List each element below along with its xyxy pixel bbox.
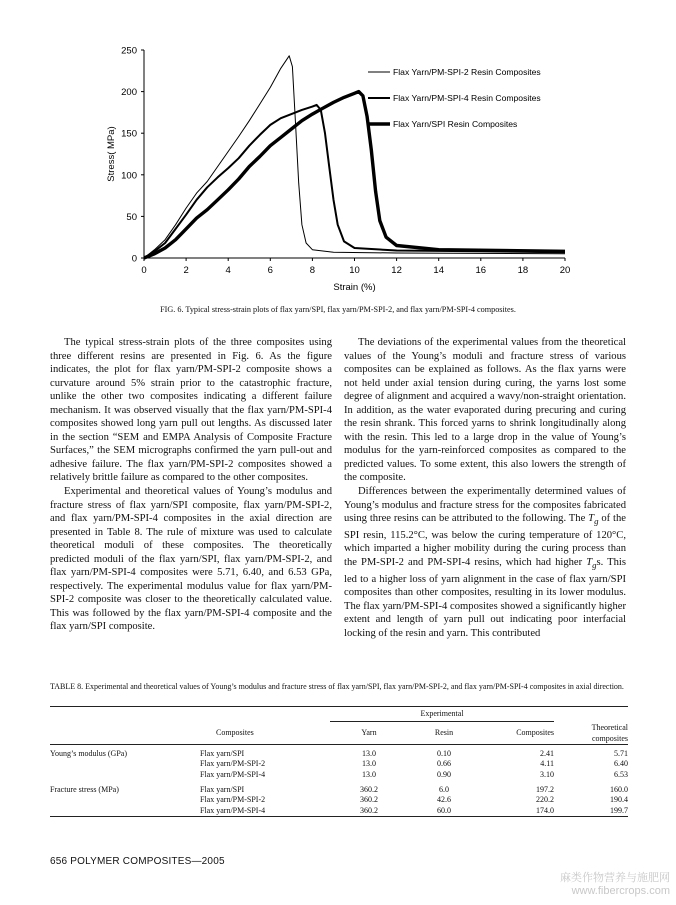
table-row — [50, 770, 628, 781]
cell-comp: 3.10 — [540, 769, 554, 779]
x-tick-label: 14 — [433, 265, 444, 276]
cell-yarn: 360.2 — [360, 784, 378, 794]
cell-comp: 220.2 — [536, 795, 554, 805]
cell-yarn: 13.0 — [362, 748, 376, 758]
paragraph — [344, 485, 626, 640]
y-axis-label: Stress( MPa) — [106, 126, 117, 182]
tg-subscript: g — [594, 516, 599, 527]
y-tick-label: 0 — [131, 253, 137, 265]
x-tick-label: 4 — [225, 265, 231, 276]
y-tick-label: 50 — [126, 211, 137, 223]
cell-property — [50, 795, 200, 806]
cell-yarn: 13.0 — [362, 769, 376, 779]
cell-theo: 190.4 — [610, 795, 628, 805]
x-tick-label: 2 — [183, 265, 189, 276]
watermark — [560, 872, 670, 898]
col-header-yarn: Yarn — [361, 727, 377, 737]
theoretical-line1: Theoretical — [591, 722, 628, 732]
x-tick-label: 20 — [559, 265, 571, 276]
cell-yarn: 13.0 — [362, 759, 376, 769]
cell-property — [50, 759, 200, 770]
cell-composite: Flax yarn/PM-SPI-4 — [200, 769, 266, 779]
legend-label: Flax Yarn/PM-SPI-4 Resin Composites — [393, 93, 541, 103]
tg-letter: T — [586, 556, 593, 568]
x-tick-label: 18 — [517, 265, 529, 276]
table-8 — [50, 706, 628, 817]
tg-letter: T — [588, 513, 595, 525]
cell-theo: 6.53 — [614, 769, 628, 779]
col-header-composites: Composites — [216, 727, 254, 737]
y-tick-label: 200 — [121, 87, 137, 99]
y-tick-label: 150 — [121, 128, 137, 140]
table-row — [50, 744, 628, 759]
cell-resin: 6.0 — [439, 784, 449, 794]
x-axis-label: Strain (%) — [333, 282, 376, 293]
cell-theo: 5.71 — [614, 748, 628, 758]
x-tick-label: 12 — [391, 265, 402, 276]
text-run: Differences between the experimentally determined values of Young’s modulus and fracture stress for the composites fabricated using three resins can be attributed to the following. The — [344, 486, 626, 525]
series-line — [144, 56, 565, 258]
cell-comp: 197.2 — [536, 784, 554, 794]
table-row — [50, 759, 628, 770]
cell-resin: 60.0 — [437, 805, 451, 815]
x-tick-label: 10 — [349, 265, 360, 276]
text-run: s. This led to a higher loss of yarn alignment in the case of flax yarn/SPI composites than other composites, resulting in its lower modulus. The flax yarn/PM-SPI-4 composites showed a significantly higher extent and length of yarn pull out indicating poor interfacial locking of the resin and yarn. This contributed — [344, 556, 626, 639]
page-footer: 656 POLYMER COMPOSITES—2005 — [50, 856, 225, 867]
y-tick-label: 250 — [121, 45, 137, 57]
col-header-exp-composites: Composites — [516, 727, 554, 737]
table-row — [50, 805, 628, 816]
x-tick-label: 6 — [267, 265, 273, 276]
tg-subscript: g — [592, 559, 597, 570]
cell-composite: Flax yarn/PM-SPI-2 — [200, 759, 266, 769]
watermark-line2: www.fibercrops.com — [571, 885, 670, 897]
series-line — [144, 92, 565, 258]
right-column — [344, 336, 626, 640]
cell-comp: 4.11 — [540, 759, 554, 769]
x-tick-label: 0 — [141, 265, 147, 276]
text-run: of the SPI resin, 115.2°C, was below the curing temperature of 120°C, which imparted a higher mobility during the curing process than the PM-SPI-2 and PM-SPI-4 resins, which had higher — [344, 513, 626, 568]
watermark-line1: 麻类作物营养与施肥网 — [560, 872, 670, 884]
cell-resin: 0.10 — [437, 748, 451, 758]
table-caption: TABLE 8. Experimental and theoretical values of Young’s modulus and fracture stress of flax yarn/SPI, flax yarn/PM-SPI-2, and flax yarn/PM-SPI-4 composites in axial direction. — [50, 682, 624, 691]
cell-property: Young’s modulus (GPa) — [50, 748, 127, 758]
cell-composite: Flax yarn/PM-SPI-4 — [200, 805, 266, 815]
experimental-header: Experimental — [330, 707, 554, 722]
paragraph: The typical stress-strain plots of the three composites using three different resins are presented in Fig. 6. As the figure indicates, the plot for flax yarn/PM-SPI-2 composite shows a curvature around 5% strain prior to the catastrophic fracture, unlike the other two composites indicating a different failure mechanism. It was observed visually that the flax yarn/PM-SPI-4 composites showed long yarn pull out lengths. As discussed later in the section “SEM and EMPA Analysis of Composite Fracture Surfaces,” the SEM micrographs confirmed the yarn pull-out and adhesive failure. The flax yarn/PM-SPI-2 composites showed a relatively brittle failure as compared to the other composites. — [50, 337, 332, 484]
cell-theo: 199.7 — [610, 805, 628, 815]
col-header-theoretical — [554, 722, 628, 745]
tg-symbol — [586, 557, 596, 568]
cell-property: Fracture stress (MPa) — [50, 784, 119, 794]
legend-label: Flax Yarn/SPI Resin Composites — [393, 119, 518, 129]
cell-theo: 160.0 — [610, 784, 628, 794]
table-body — [50, 744, 628, 817]
figure-caption: FIG. 6. Typical stress-strain plots of flax yarn/SPI, flax yarn/PM-SPI-2, and flax yarn/PM-SPI-4 composites. — [160, 305, 516, 314]
paragraph: The deviations of the experimental values from the theoretical values of the Young’s moduli and fracture stress of various composites can be explained as follows. As the flax yarns were not held under axial tension during curing, the yarns lost some degree of alignment and acquired a wavy/non-straight orientation. In addition, as the water evaporated during precuring and curing the resin shrank. This forced yarns to shrink longitudinally along with the resin. This led to a large drop in the value of Young’s modulus for the yarn-reinforced composites as compared to the predicted values. To some extent, this also lowers the strength of the composite. — [344, 337, 626, 484]
cell-property — [50, 770, 200, 781]
theoretical-line2: composites — [592, 733, 628, 743]
tg-symbol — [588, 513, 599, 527]
x-tick-label: 8 — [309, 265, 316, 276]
cell-composite: Flax yarn/PM-SPI-2 — [200, 795, 266, 805]
col-header-resin: Resin — [434, 727, 454, 737]
legend-label: Flax Yarn/PM-SPI-2 Resin Composites — [393, 67, 541, 77]
table-row — [50, 795, 628, 806]
cell-resin: 0.66 — [437, 759, 451, 769]
cell-comp: 174.0 — [536, 805, 554, 815]
table-row — [50, 780, 628, 795]
cell-theo: 6.40 — [614, 759, 628, 769]
cell-comp: 2.41 — [540, 748, 554, 758]
cell-resin: 0.90 — [437, 769, 451, 779]
cell-property — [50, 805, 200, 816]
cell-composite: Flax yarn/SPI — [200, 784, 245, 794]
cell-resin: 42.6 — [437, 795, 451, 805]
left-column — [50, 336, 332, 634]
x-tick-label: 16 — [475, 265, 487, 276]
cell-composite: Flax yarn/SPI — [200, 748, 245, 758]
cell-yarn: 360.2 — [360, 795, 378, 805]
cell-yarn: 360.2 — [360, 805, 378, 815]
stress-strain-chart — [0, 0, 676, 300]
paragraph: Experimental and theoretical values of Young’s modulus and fracture stress of flax yarn/SPI composite, flax yarn/PM-SPI-2, and flax yarn/PM-SPI-4 composites in the axial direction are presented in Table 8. The rule of mixture was used to calculate theoretical moduli of these composites. The theoretically predicted moduli of the flax yarn/SPI, flax yarn/PM-SPI-2, and flax yarn/PM-SPI-4 composites were 5.71, 6.40, and 6.53 GPa, respectively. The experimental modulus value for flax yarn/PM-SPI-2 composite was closer to the theoretically calculated value. This was followed by the flax yarn/PM-SPI-4 composite and the flax yarn/SPI composite. — [50, 486, 332, 633]
y-tick-label: 100 — [121, 170, 137, 182]
